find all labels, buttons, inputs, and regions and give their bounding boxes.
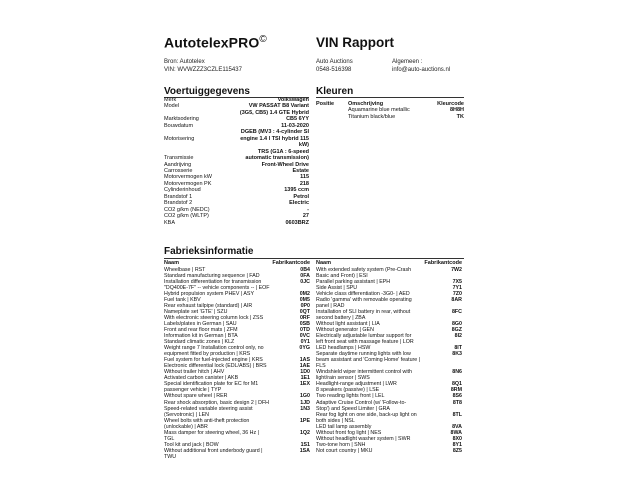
option-code: 0JC	[300, 278, 310, 285]
option-name: Parallel parking assistant | EPH	[316, 278, 391, 285]
option-code: 8TL	[452, 411, 462, 418]
option-name: left front seat with massage feature | LOR	[316, 339, 414, 346]
vehicle-field-value: Electric	[289, 200, 309, 207]
option-code: 0B4	[300, 266, 310, 273]
vehicle-field-label: Motorvermogen PK	[164, 180, 212, 187]
col-manufacturer-code: Fabrikantcode	[424, 260, 462, 266]
vehicle-field-label: Motorvermogen kW	[164, 174, 212, 181]
option-code: 0FA	[300, 272, 310, 279]
option-code: 0SB	[299, 320, 310, 327]
option-code: 8T8	[452, 399, 462, 406]
option-name: Headlight-range adjustment | LWR	[316, 381, 397, 388]
option-code: 8GZ	[451, 326, 462, 333]
option-name: With electronic steering column lock | ZSS	[164, 314, 264, 321]
option-code: 0M2	[299, 290, 310, 297]
color-description: Aquamarine blue metallic	[348, 107, 410, 114]
option-name: Separate daytime running lights with low	[316, 351, 411, 358]
vehicle-field-value: VW PASSAT B8 Variant	[248, 103, 309, 110]
vehicle-field-value: 11-03-2020	[281, 122, 309, 129]
col-position: Positie	[316, 101, 335, 107]
option-code: 8I2	[454, 333, 462, 340]
option-code: 1AE	[299, 363, 310, 370]
vehicle-field-value: -	[307, 206, 309, 213]
dealer-name: Auto Auctions	[316, 59, 353, 65]
option-code: 8AR	[451, 296, 462, 303]
option-name: Without generator | GEN	[316, 326, 374, 333]
vehicle-field-label: CO2 g/km (WLTP)	[164, 213, 209, 220]
option-name: Standard manufacturing sequence | FAD	[164, 272, 260, 279]
colors-table	[316, 101, 464, 120]
option-name: Vehicle class differentiation -3G0- | AED	[316, 290, 410, 297]
vehicle-field-label: Model	[164, 103, 179, 110]
vehicle-field-value: automatic transmission)	[245, 155, 309, 162]
vehicle-row	[164, 220, 309, 226]
option-name: Adaptive Cruise Control (w/ 'Follow-to-	[316, 399, 407, 406]
vehicle-field-value: TRS (G1A : 6-speed	[257, 148, 309, 155]
option-name: Installation differentiation for transmission	[164, 278, 262, 285]
option-name: Mass damper for steering wheel, 36 Hz |	[164, 429, 259, 436]
option-name: Electronic differential lock (EDL/ABS) | BRS	[164, 363, 267, 370]
option-name: "DQ400E-7F" -- vehicle components -- | EOF	[164, 284, 270, 291]
option-name: Stop') and Speed Limiter | GRA	[316, 405, 390, 412]
option-name: Labels/plates in German | SAU	[164, 320, 237, 327]
option-code: 8G0	[451, 320, 462, 327]
dealer-phone: 0548-516398	[316, 67, 352, 73]
general-label: Algemeen :	[392, 59, 423, 65]
option-name: second battery | ZBA	[316, 314, 366, 321]
vehicle-field-value: Petrol	[293, 193, 309, 200]
option-code: 1PE	[299, 417, 310, 424]
option-name: Without additional front underbody guard |	[164, 447, 263, 454]
option-name: With extended safety system (Pre-Crash	[316, 266, 412, 273]
dealer-info	[316, 58, 386, 74]
option-name: LED tail lamp assembly	[316, 423, 372, 430]
option-name: Side Assist | SPU	[316, 284, 358, 291]
colors-divider	[316, 97, 464, 98]
option-code: 8FC	[451, 308, 462, 315]
option-code: 1N3	[300, 405, 310, 412]
option-code: 0RF	[299, 314, 310, 321]
option-name: Not court country | MKU	[316, 447, 373, 454]
vehicle-field-value: engine 1.4 l TSI hybrid 115	[240, 135, 309, 142]
colors-heading: Kleuren	[316, 86, 354, 97]
option-name: FLS	[316, 363, 326, 370]
vehicle-field-label: Aandrijving	[164, 161, 192, 168]
vehicle-field-value: (3G5, CB5) 1.4 GTE Hybrid	[239, 109, 309, 116]
vehicle-field-value: Front-Wheel Drive	[261, 161, 309, 168]
option-code: 1G0	[299, 393, 310, 400]
option-name: Without trailer hitch | AHV	[164, 369, 225, 376]
col-code: Kleurcode	[437, 101, 464, 107]
col-manufacturer-code: Fabrikantcode	[272, 260, 310, 266]
source-info	[164, 58, 304, 74]
option-name: Weight range 7 Installation control only, no	[164, 345, 264, 352]
option-name: TWU	[164, 453, 177, 460]
option-name: Without headlight washer system | SWR	[316, 435, 411, 442]
option-name: Two-tone horn | SNH	[316, 441, 366, 448]
option-name: Radio 'gamma' with removable operating	[316, 296, 412, 303]
option-code: 8Q1	[451, 381, 462, 388]
option-name: Front and rear floor mats | ZFM	[164, 326, 238, 333]
color-description: Titanium black/blue	[348, 113, 396, 120]
option-code: 1S1	[300, 441, 310, 448]
page-title: VIN Rapport	[316, 35, 395, 50]
option-name: Hybrid propulsion system PHEV | ASY	[164, 290, 254, 297]
option-code: 8RM	[450, 387, 462, 394]
option-name: panel | RAD	[316, 302, 345, 309]
vehicle-field-label: Cylinderinhoud	[164, 187, 201, 194]
option-code: 8K3	[452, 351, 462, 358]
brand-logo	[164, 34, 267, 51]
option-code: 7W2	[451, 266, 462, 273]
vehicle-field-value: 1395 ccm	[284, 187, 309, 194]
option-code: 8N6	[452, 369, 462, 376]
option-code: 0YG	[299, 345, 310, 352]
option-name: Standard climatic zones | KLZ	[164, 339, 235, 346]
option-name: Fuel tank | KBV	[164, 296, 201, 303]
option-name: Rear shock absorption, basic design 2 | DFH	[164, 399, 270, 406]
option-name: Electrically adjustable lumbar support for	[316, 333, 412, 340]
option-name: TGL	[164, 435, 175, 442]
option-name: Without front fog light | NES	[316, 429, 382, 436]
vehicle-field-label: Bouwdatum	[164, 122, 194, 129]
option-code: 0M5	[299, 296, 310, 303]
option-code: 8S6	[452, 393, 462, 400]
option-name: (unlockable) | ABR	[164, 423, 208, 430]
options-left-column	[164, 260, 310, 460]
brand-name: AutotelexPRO	[164, 34, 260, 51]
vehicle-field-label: Brandstof 2	[164, 200, 193, 207]
option-code: 1AS	[299, 357, 310, 364]
option-name: Nameplate set 'GTE' | SZU	[164, 308, 228, 315]
option-name: Installation of SLI battery in rear, without	[316, 308, 411, 315]
option-name: Windshield wiper intermittent control with	[316, 369, 412, 376]
option-code: 1SA	[299, 447, 310, 454]
vehicle-field-label: CO2 g/km (NEDC)	[164, 206, 210, 213]
option-name: LED headlamps | HSW	[316, 345, 371, 352]
option-code: 1EX	[299, 381, 310, 388]
option-name: light/rain sensor | SWS	[316, 375, 370, 382]
option-name: (Servotronic) | LEN	[164, 411, 209, 418]
option-code: 0P0	[300, 302, 310, 309]
option-name: Rear fog light on one side, back-up light on	[316, 411, 417, 418]
option-row	[164, 454, 310, 460]
vehicle-field-value: 0603BRZ	[285, 219, 309, 226]
option-name: Basic and Front) | ESI	[316, 272, 368, 279]
option-code: 8VA	[452, 423, 462, 430]
option-code: 0TD	[299, 326, 310, 333]
vehicle-field-label: Carrosserie	[164, 167, 193, 174]
option-code: 7Y1	[452, 284, 462, 291]
option-name: Fuel system for fuel-injected engine | KRS	[164, 357, 263, 364]
option-name: both sides | NSL	[316, 417, 355, 424]
option-name: equipment fitted by production | KRS	[164, 351, 251, 358]
vehicle-table	[164, 97, 309, 226]
option-name: beam assistant and 'Coming Home' feature |	[316, 357, 421, 364]
vehicle-field-value: CB5 6YY	[286, 116, 309, 123]
option-code: 1Q2	[299, 429, 310, 436]
vehicle-field-value: 27	[302, 213, 309, 220]
source-line: Bron: Autotelex	[164, 59, 205, 65]
vehicle-field-label: Transmissie	[164, 155, 194, 162]
option-code: 8WA	[450, 429, 462, 436]
option-code: 1D0	[300, 369, 310, 376]
color-code: TK	[456, 113, 464, 120]
option-name: Rear exhaust tailpipe (standard) | AIR	[164, 302, 253, 309]
col-description: Omschrijving	[348, 101, 384, 107]
general-email[interactable]: info@auto-auctions.nl	[392, 67, 451, 73]
option-code: 0VC	[299, 333, 310, 340]
option-code: 7X5	[452, 278, 462, 285]
options-right-column	[316, 260, 462, 454]
option-name: Wheelbase | RST	[164, 266, 206, 273]
option-code: 0QT	[299, 308, 310, 315]
vehicle-field-value: 115	[300, 174, 309, 181]
vehicle-heading: Voertuiggegevens	[164, 86, 250, 97]
option-name: 8 speakers (passive) | LSE	[316, 387, 380, 394]
option-code: 1JD	[300, 399, 310, 406]
option-name: Without light assistant | LIA	[316, 320, 380, 327]
col-name: Naam	[316, 260, 331, 266]
option-name: Tool kit and jack | BOW	[164, 441, 219, 448]
option-code: 8Y1	[452, 441, 462, 448]
options-divider	[164, 258, 464, 259]
options-heading: Fabrieksinformatie	[164, 246, 254, 257]
option-code: 1E1	[300, 375, 310, 382]
vehicle-field-value: 218	[299, 180, 309, 187]
option-code: 0Y1	[300, 339, 310, 346]
vehicle-field-label: Marktsodering	[164, 116, 199, 123]
option-code: 8Z5	[452, 447, 462, 454]
vehicle-field-value: DGEB (MV3 : 4-cylinder SI	[240, 129, 309, 136]
vin-line: VIN: WVWZZZ3CZLE115437	[164, 67, 242, 73]
color-row	[316, 114, 464, 120]
option-name: Information kit in German | BTA	[164, 333, 238, 340]
copyright-mark: ©	[259, 34, 267, 45]
option-code: 8IT	[454, 345, 462, 352]
vehicle-field-label: KBA	[164, 219, 176, 226]
vehicle-field-label: Brandstof 1	[164, 193, 193, 200]
option-code: 7Z0	[452, 290, 462, 297]
option-name: Two reading lights front | LEL	[316, 393, 385, 400]
option-name: passenger vehicle | TYP	[164, 387, 222, 394]
option-name: Activated carbon canister | AKB	[164, 375, 239, 382]
col-name: Naam	[164, 260, 179, 266]
vehicle-field-value: Estate	[292, 167, 309, 174]
option-name: Wheel bolts with anti-theft protection	[164, 417, 250, 424]
vehicle-field-value: Volkswagen	[277, 97, 309, 103]
option-name: Without spare wheel | RER	[164, 393, 228, 400]
vehicle-field-label: Motorisering	[164, 135, 195, 142]
vehicle-field-label: Merk	[164, 97, 177, 103]
option-name: Special identification plate for EC for M1	[164, 381, 259, 388]
color-code: 8H8H	[449, 107, 464, 114]
color-position	[316, 114, 348, 120]
general-info	[392, 58, 502, 74]
vehicle-field-value: kW)	[298, 142, 309, 149]
option-row	[316, 448, 462, 454]
option-name: Speed-related variable steering assist	[164, 405, 253, 412]
option-code: 8X0	[452, 435, 462, 442]
